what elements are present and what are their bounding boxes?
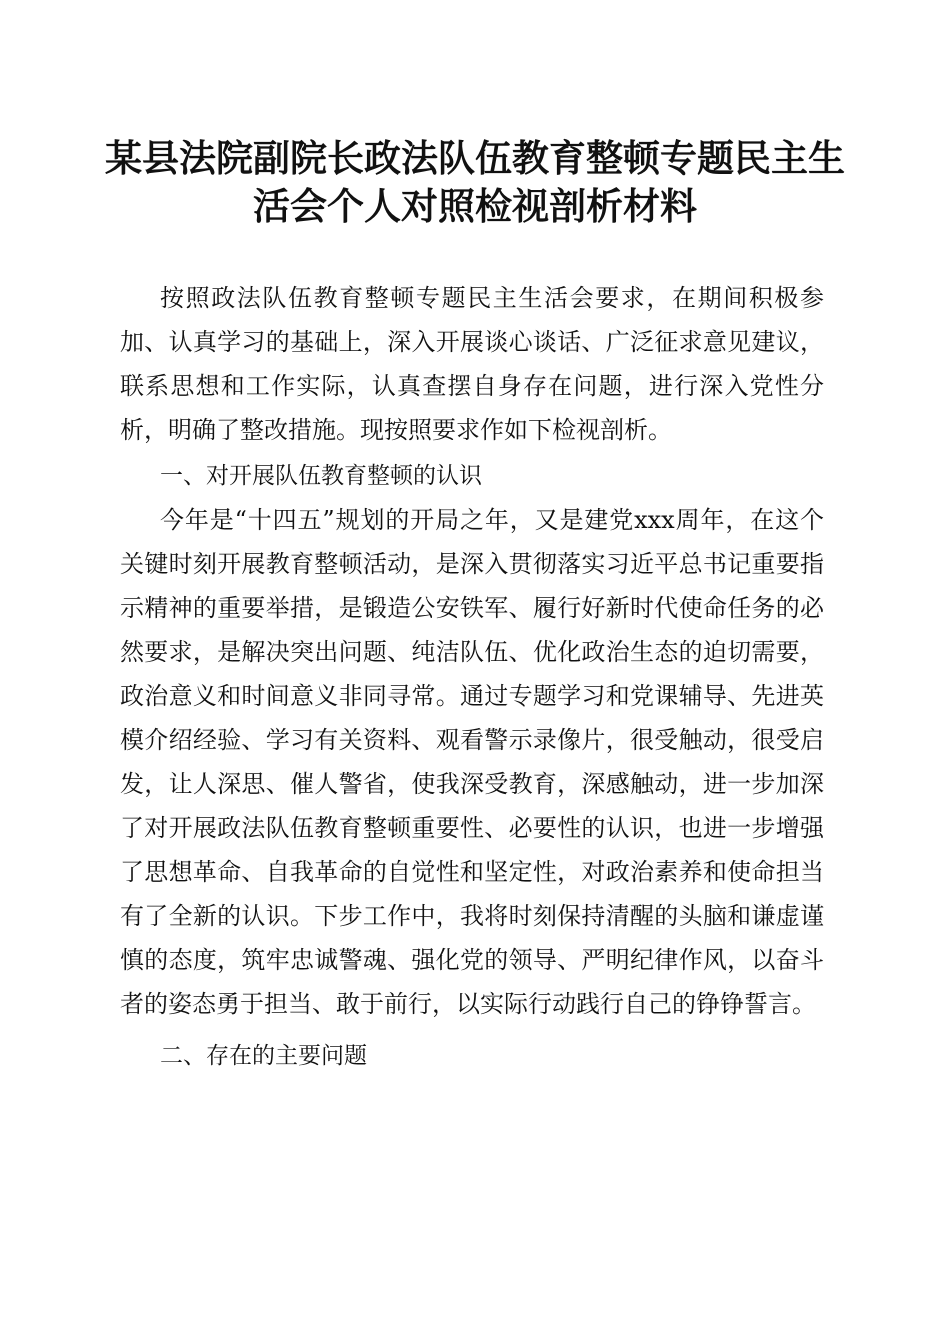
section-2-heading: 二、存在的主要问题 xyxy=(160,1043,367,1069)
intro-paragraph: 按照政法队伍教育整顿专题民主生活会要求，在期间积极参加、认真学习的基础上，深入开展谈心谈话、广泛征求意见建议，联系思想和工作实际，认真查摆自身存在问题，进行深入党性分析，明确了整改措施。现按照要求作如下检视剖析。 xyxy=(120,284,824,444)
document-body xyxy=(120,276,824,1078)
section-1-paragraph: 今年是“十四五”规划的开局之年，又是建党xxx周年，在这个关键时刻开展教育整顿活动，是深入贯彻落实习近平总书记重要指示精神的重要举措，是锻造公安铁军、履行好新时代使命任务的必然要求，是解决突出问题、纯洁队伍、优化政治生态的迫切需要，政治意义和时间意义非同寻常。通过专题学习和党课辅导、先进英模介绍经验、学习有关资料、观看警示录像片，很受触动，很受启发，让人深思、催人警省，使我深受教育，深感触动，进一步加深了对开展政法队伍教育整顿重要性、必要性的认识，也进一步增强了思想革命、自我革命的自觉性和坚定性，对政治素养和使命担当有了全新的认识。下步工作中，我将时刻保持清醒的头脑和谦虚谨慎的态度，筑牢忠诚警魂、强化党的领导、严明纪律作风，以奋斗者的姿态勇于担当、敢于前行，以实际行动践行自己的铮铮誓言。 xyxy=(120,506,824,1018)
section-1-heading: 一、对开展队伍教育整顿的认识 xyxy=(160,463,482,489)
document-title xyxy=(100,134,850,230)
title-line-2: 活会个人对照检视剖析材料 xyxy=(253,184,697,228)
title-line-1: 某县法院副院长政法队伍教育整顿专题民主生 xyxy=(105,136,845,180)
